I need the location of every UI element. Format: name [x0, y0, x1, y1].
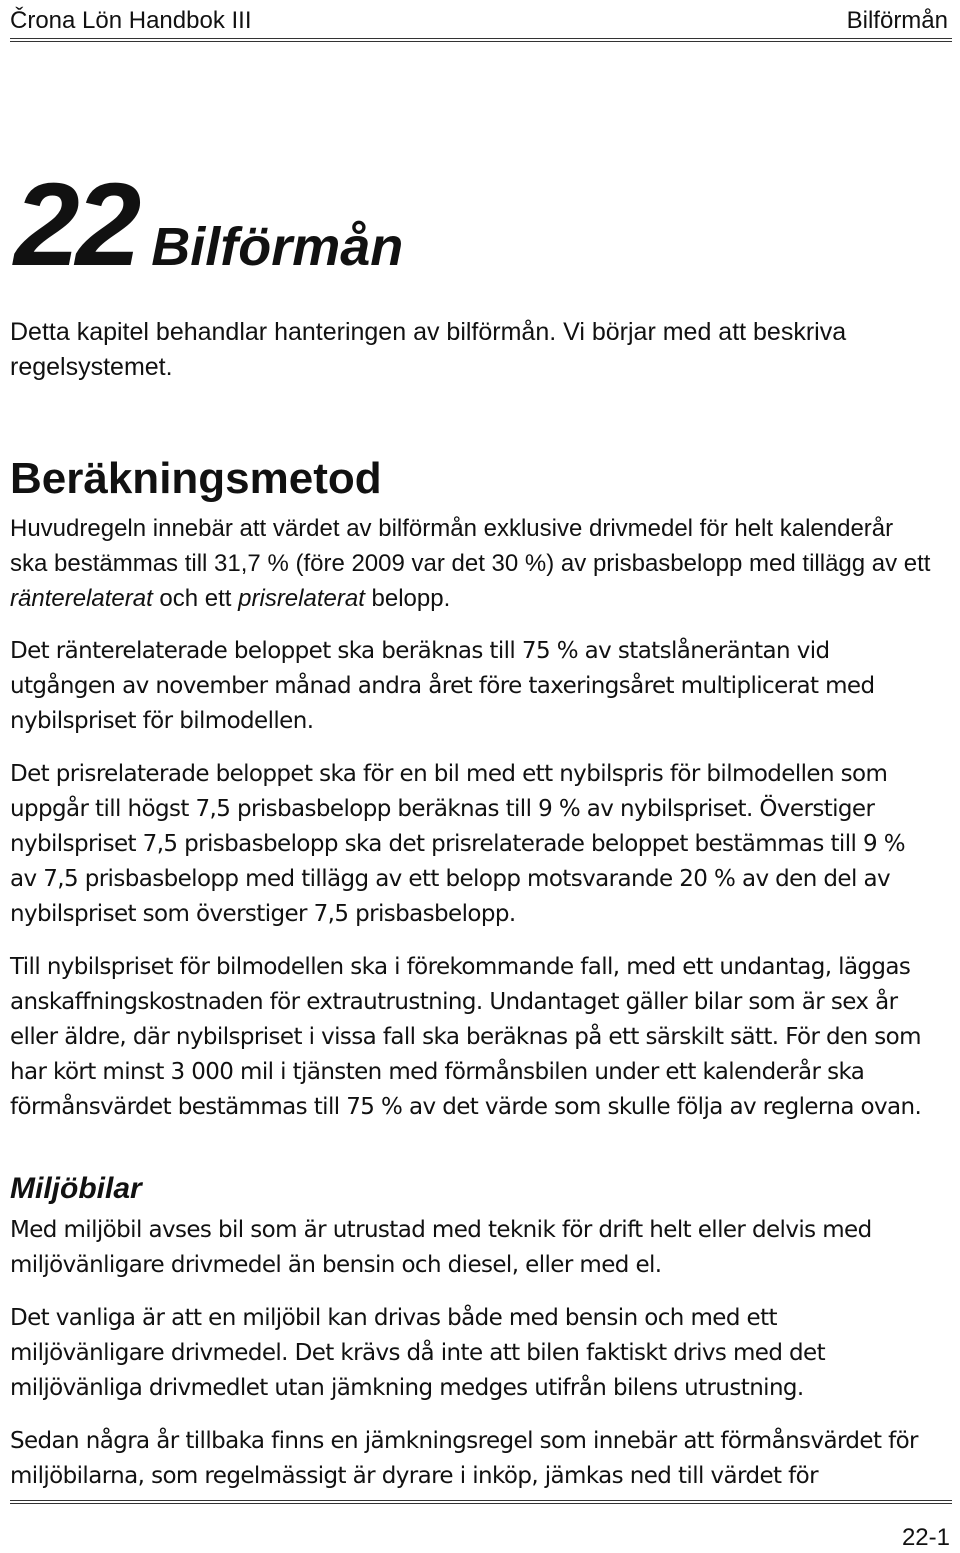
chapter-number: 22 [14, 159, 138, 291]
section-paragraph-4: Till nybilspriset för bilmodellen ska i förekommande fall, med ett undantag, läggas anskaffningskostnaden för extrautrustning. Undantaget gäller bilar som är sex år eller äldre, där nybilspriset i vissa fall ska beräknas på ett särskilt sätt. För den som har kört minst 3 000 mil i tjänsten med förmånsbilen under ett kalenderår ska förmånsvärdet bestämmas till 75 % av det värde som skulle följa av reglerna ovan. [10, 954, 922, 1120]
main-content [10, 315, 935, 1494]
intro-paragraph: Detta kapitel behandlar hanteringen av bilförmån. Vi börjar med att beskriva regelsystemet. [10, 318, 847, 381]
subsection-heading: Miljöbilar [10, 1172, 142, 1205]
paragraph-text: och ett [152, 585, 239, 612]
subsection-paragraph-1: Med miljöbil avses bil som är utrustad med teknik för drift helt eller delvis med miljövänligare drivmedel än bensin och diesel, eller med el. [10, 1217, 872, 1278]
page-header [10, 4, 952, 42]
section-paragraph-2: Det ränterelaterade beloppet ska beräknas till 75 % av statslåneräntan vid utgången av november månad andra året före taxeringsåret multiplicerat med nybilspriset för bilmodellen. [10, 638, 875, 734]
subsection-paragraph-3: Sedan några år tillbaka finns en jämkningsregel som innebär att förmånsvärdet för miljöbilarna, som regelmässigt är dyrare i inköp, jämkas ned till värdet för [10, 1428, 918, 1489]
section-paragraph-1 [10, 511, 935, 616]
paragraph-text: Huvudregeln innebär att värdet av bilförmån exklusive drivmedel för helt kalenderår ska bestämmas till 31,7 % (före 2009 var det 30 %) av prisbasbelopp med tillägg av ett [10, 515, 931, 577]
section-paragraph-3: Det prisrelaterade beloppet ska för en bil med ett nybilspris för bilmodellen som uppgår till högst 7,5 prisbasbelopp beräknas till 9 % av nybilspriset. Överstiger nybilspriset 7,5 prisbasbelopp ska det prisrelaterade beloppet bestämmas till 9 % av 7,5 prisbasbelopp med tillägg av ett belopp motsvarande 20 % av den del av nybilspriset som överstiger 7,5 prisbasbelopp. [10, 761, 905, 927]
chapter-title [14, 160, 403, 290]
section-heading: Beräkningsmetod [10, 454, 382, 503]
paragraph-text: belopp. [364, 585, 451, 612]
book-title: Črona Lön Handbok III [10, 7, 252, 34]
emphasis-term: ränterelaterat [10, 585, 153, 612]
running-chapter-name: Bilförmån [846, 7, 948, 34]
footer-divider [10, 1500, 952, 1504]
page-number: 22-1 [901, 1524, 950, 1551]
chapter-name: Bilförmån [151, 217, 404, 277]
emphasis-term: prisrelaterat [238, 585, 365, 612]
subsection-paragraph-2: Det vanliga är att en miljöbil kan drivas både med bensin och med ett miljövänligare drivmedel. Det krävs då inte att bilen faktiskt drivs med det miljövänliga drivmedlet utan jämkning medges utifrån bilens utrustning. [10, 1305, 826, 1401]
